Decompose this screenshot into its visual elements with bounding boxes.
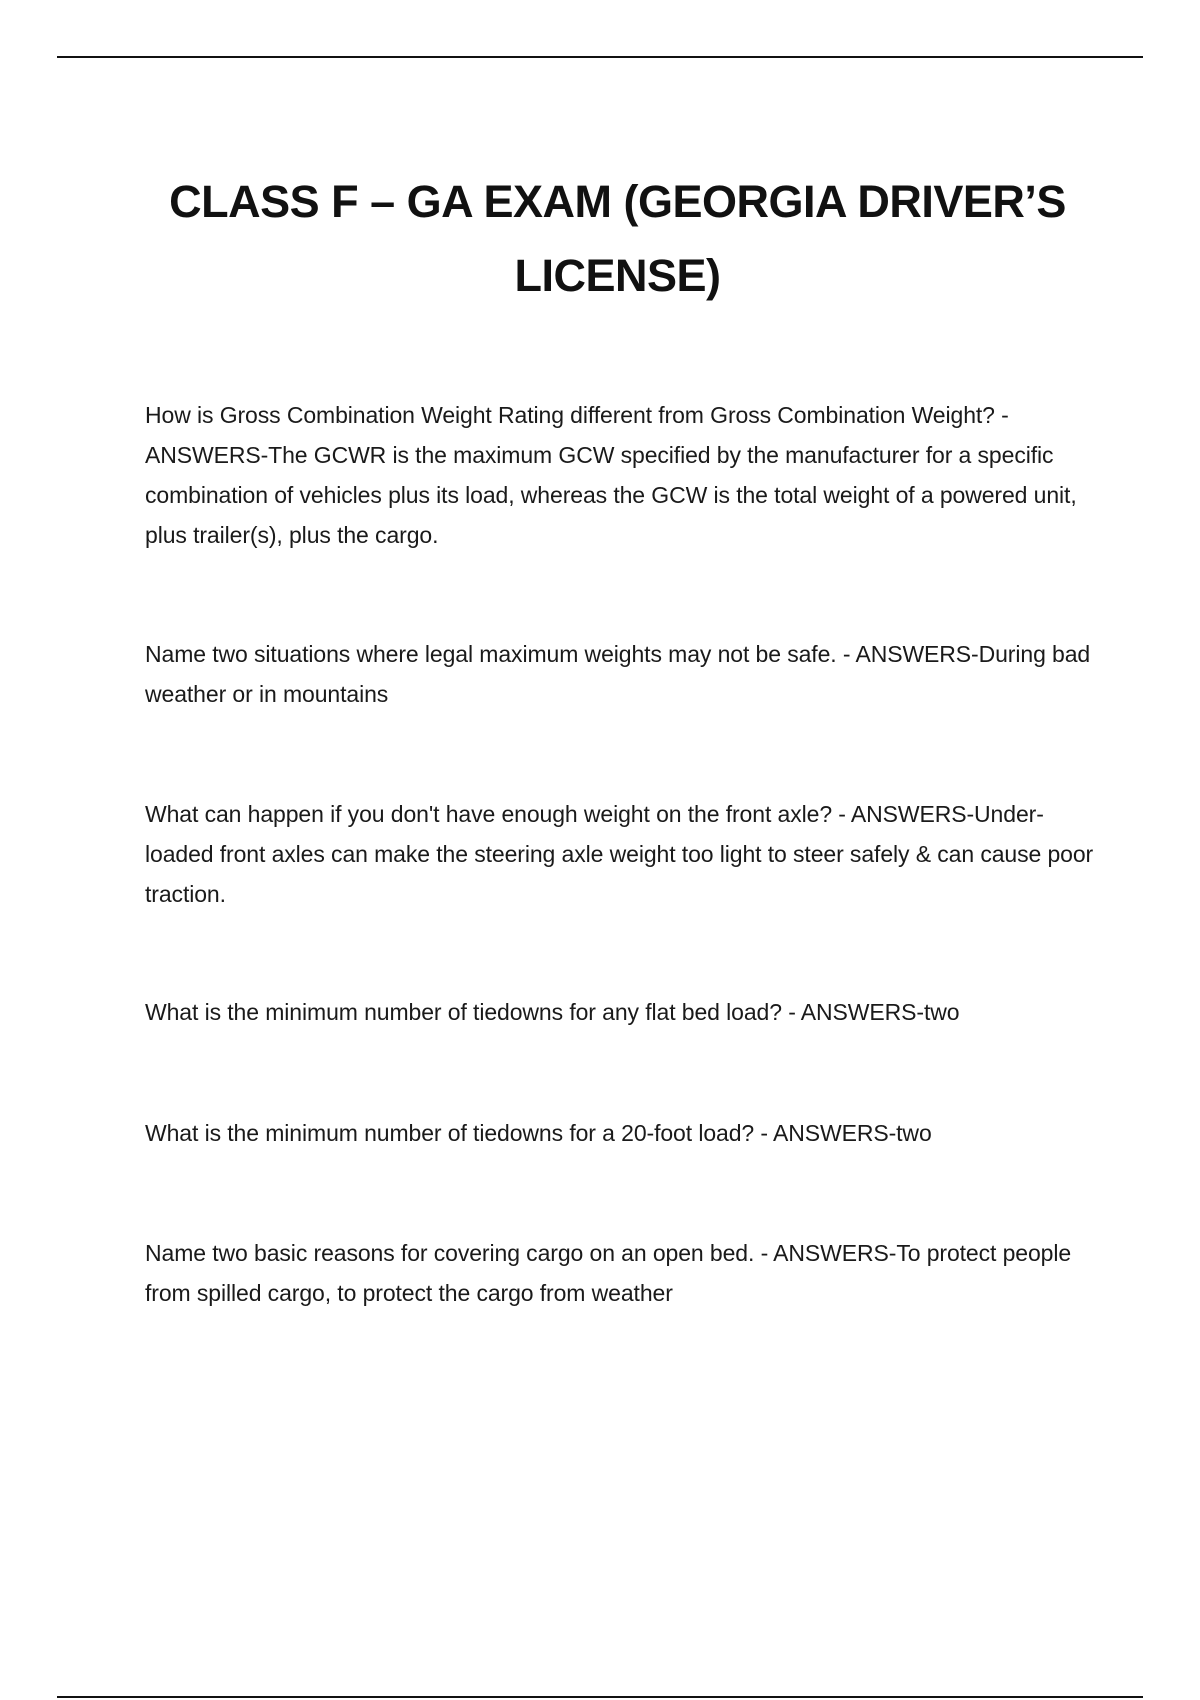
qa-item (145, 395, 1095, 555)
answer-separator: - ANSWERS- (754, 1240, 897, 1266)
answer-separator: - ANSWERS- (781, 999, 924, 1025)
qa-item (145, 1233, 1095, 1313)
question-text: Name two basic reasons for covering cargo on an open bed. (145, 1240, 755, 1266)
question-text: How is Gross Combination Weight Rating different from Gross Combination Weight? (145, 402, 995, 428)
qa-item (145, 1113, 1095, 1153)
question-text: Name two situations where legal maximum weights may not be safe. (145, 641, 837, 667)
answer-separator: - ANSWERS- (754, 1120, 897, 1146)
answer-separator: - ANSWERS- (145, 402, 1009, 468)
answer-separator: - ANSWERS- (832, 801, 975, 827)
qa-item (145, 634, 1095, 714)
answer-text: two (896, 1120, 932, 1146)
question-text: What can happen if you don't have enough weight on the front axle? (145, 801, 833, 827)
answer-text: During bad weather or in mountains (145, 641, 1091, 707)
question-text: What is the minimum number of tiedowns for a 20-foot load? (145, 1120, 755, 1146)
answer-text: two (923, 999, 960, 1025)
qa-item (145, 794, 1095, 914)
qa-item (145, 992, 1095, 1032)
bottom-divider (57, 1696, 1143, 1698)
answer-text: The GCWR is the maximum GCW specified by the manufacturer for a specific combination of vehicles plus its load, whereas the GCW is the total weight of a powered unit, plus trailer(s), plus the cargo. (145, 442, 1077, 548)
answer-text: Under-loaded front axles can make the steering axle weight too light to steer safely & can cause poor traction. (145, 801, 1094, 907)
top-divider (57, 56, 1143, 58)
page-title: CLASS F – GA EXAM (GEORGIA DRIVER’S LICENSE) (169, 176, 1066, 301)
answer-text: To protect people from spilled cargo, to protect the cargo from weather (145, 1240, 1072, 1306)
question-text: What is the minimum number of tiedowns for any flat bed load? (145, 999, 782, 1025)
answer-separator: - ANSWERS- (836, 641, 979, 667)
